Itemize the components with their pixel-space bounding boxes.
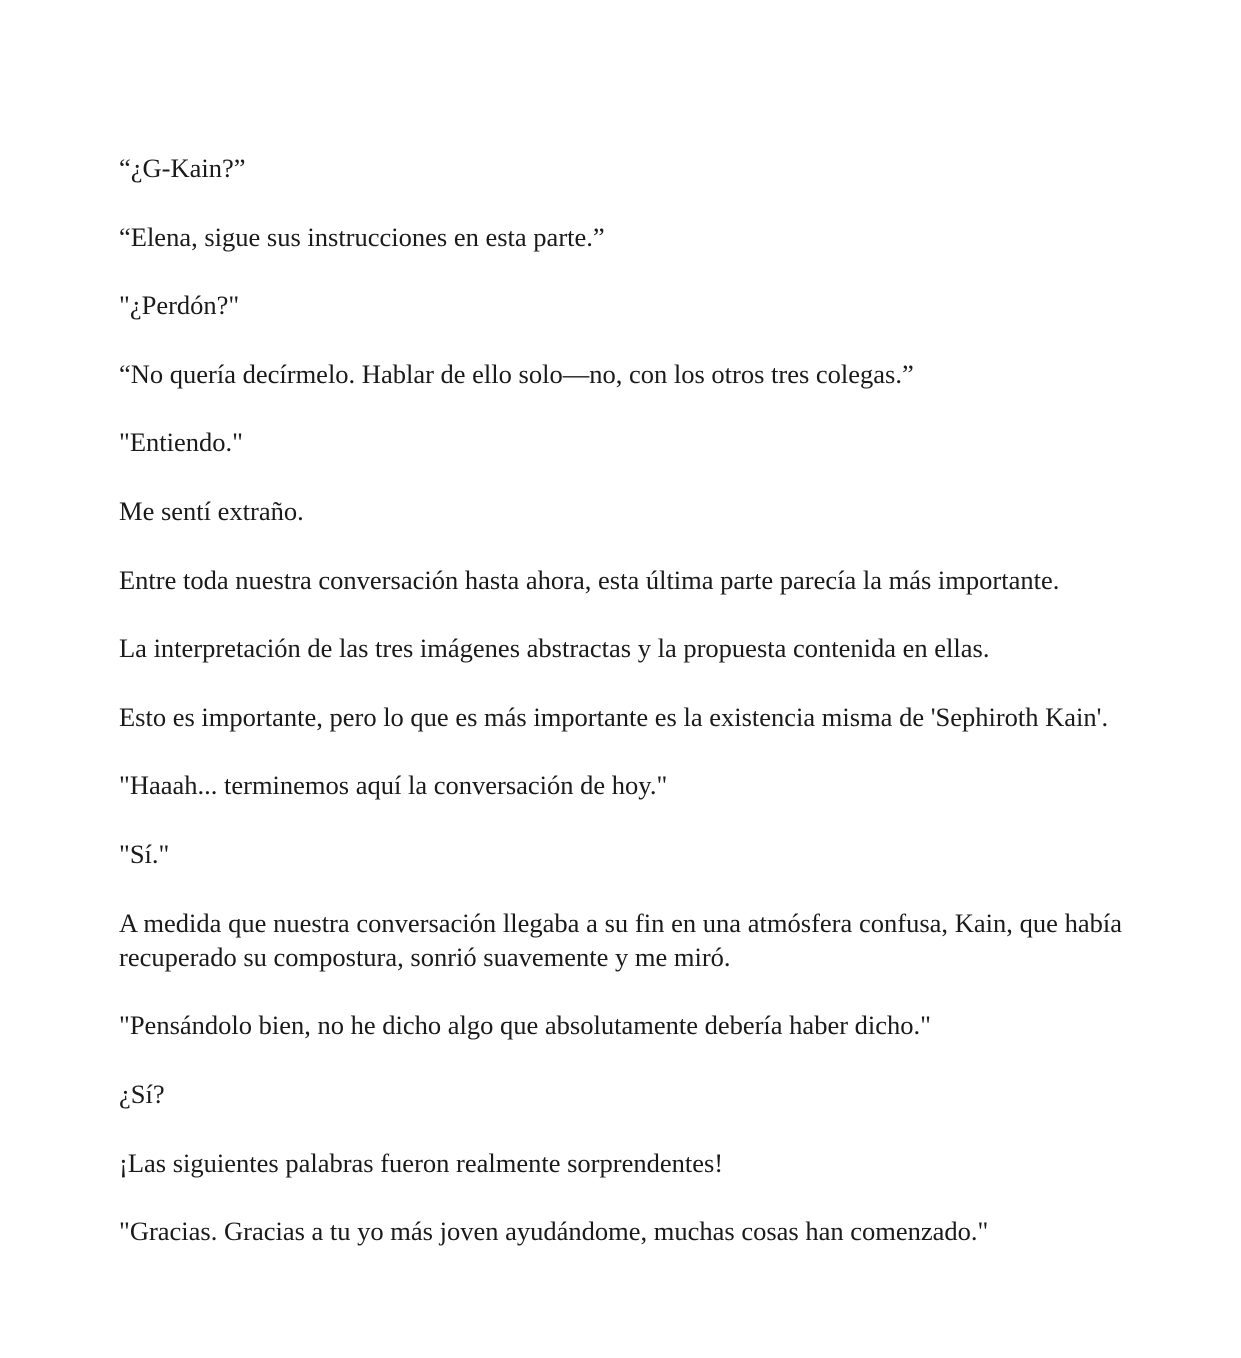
paragraph: A medida que nuestra conversación llegaba a su fin en una atmósfera confusa, Kain, que había recuperado su compostura, sonrió suavemente y me miró.	[119, 907, 1122, 972]
paragraph: "Entiendo."	[119, 427, 243, 458]
paragraph: “No quería decírmelo. Hablar de ello solo—no, con los otros tres colegas.”	[119, 358, 914, 389]
paragraph: ¡Las siguientes palabras fueron realmente sorprendentes!	[119, 1147, 724, 1178]
paragraph: Entre toda nuestra conversación hasta ahora, esta última parte parecía la más importante.	[119, 564, 1060, 595]
paragraph: Esto es importante, pero lo que es más importante es la existencia misma de 'Sephiroth Kain'.	[119, 701, 1109, 732]
paragraph: "Gracias. Gracias a tu yo más joven ayudándome, muchas cosas han comenzado."	[119, 1216, 989, 1247]
paragraph: ¿Sí?	[119, 1079, 165, 1110]
paragraph: “¿G-Kain?”	[119, 153, 246, 183]
paragraph: La interpretación de las tres imágenes abstractas y la propuesta contenida en ellas.	[119, 633, 990, 664]
paragraph: "Haaah... terminemos aquí la conversación de hoy."	[119, 770, 668, 801]
document-body	[119, 151, 1122, 1283]
paragraph: "Pensándolo bien, no he dicho algo que absolutamente debería haber dicho."	[119, 1010, 931, 1041]
paragraph: "Sí."	[119, 838, 170, 869]
paragraph: "¿Perdón?"	[119, 290, 240, 321]
paragraph: Me sentí extraño.	[119, 495, 304, 526]
paragraph: “Elena, sigue sus instrucciones en esta parte.”	[119, 221, 605, 252]
